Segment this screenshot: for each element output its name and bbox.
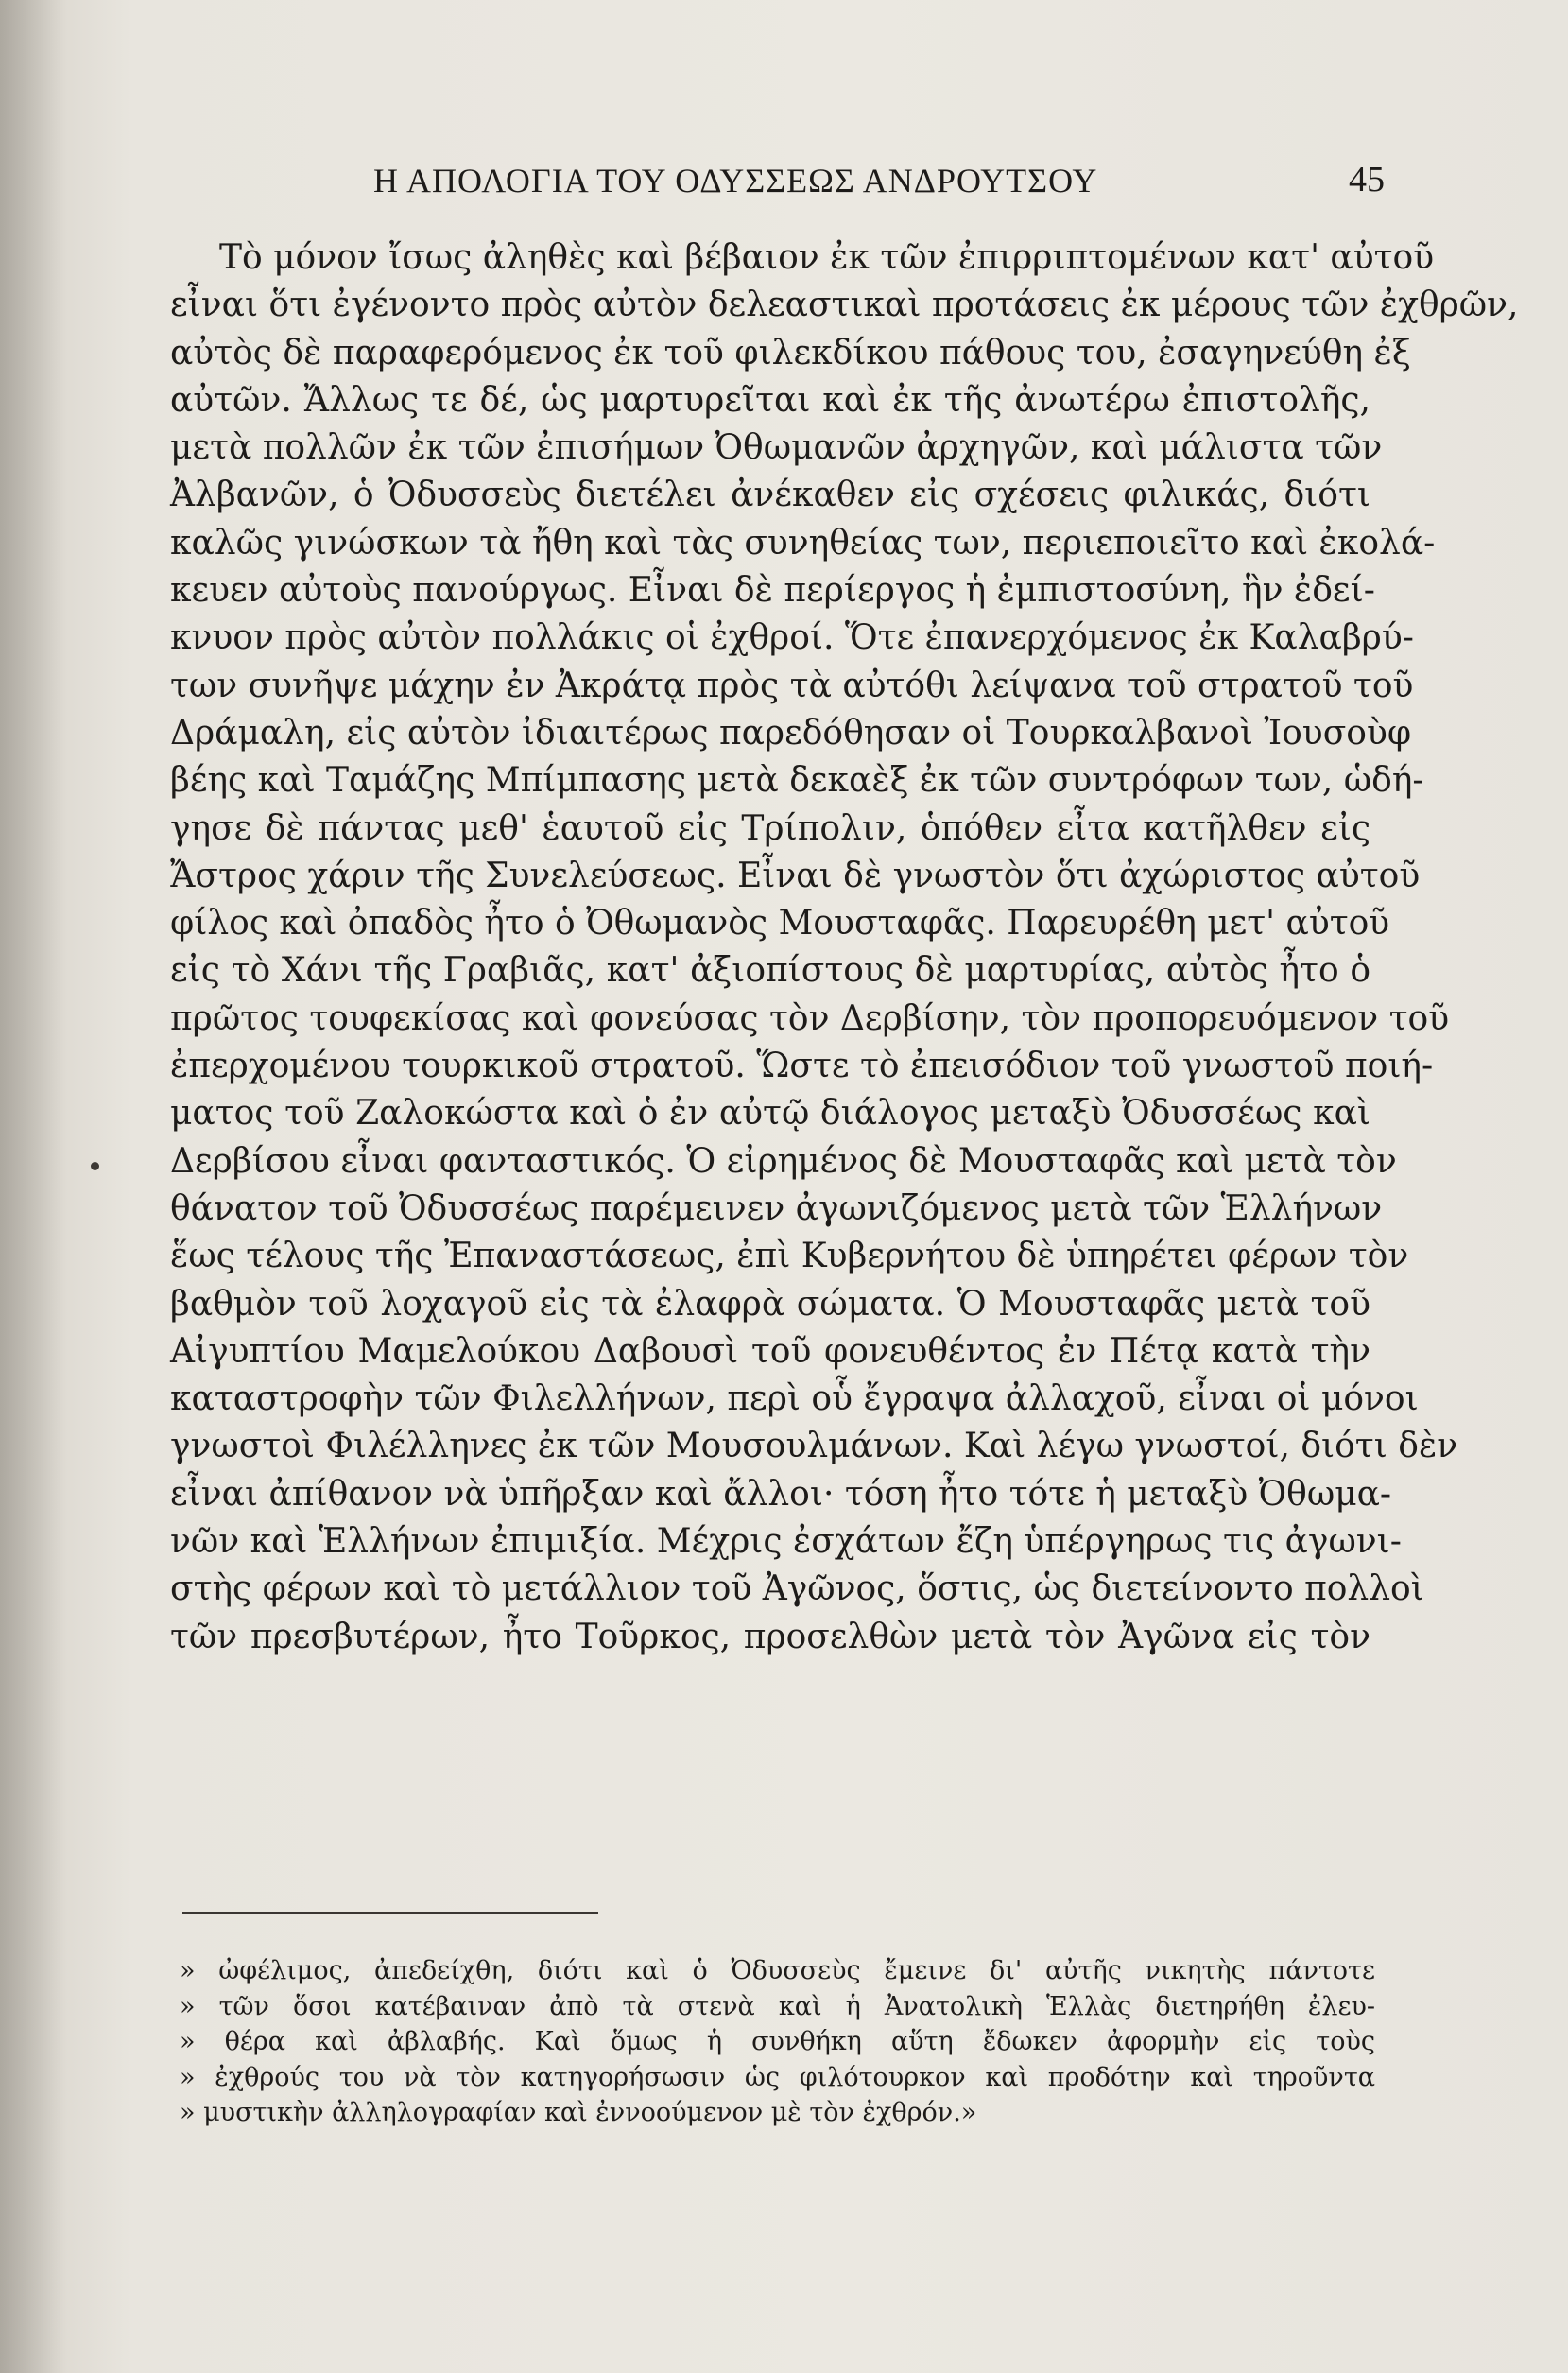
body-line: γησε δὲ πάντας μεθ' ἑαυτοῦ εἰς Τρίπολιν, ὁπόθεν εἶτα κατῆλθεν εἰς (170, 808, 1370, 848)
body-line: βαθμὸν τοῦ λοχαγοῦ εἰς τὰ ἐλαφρὰ σώματα. Ὁ Μουσταφᾶς μετὰ τοῦ (170, 1284, 1370, 1324)
gutter-shadow (0, 0, 66, 2373)
page-number: 45 (1349, 160, 1385, 199)
body-line: κνυον πρὸς αὐτὸν πολλάκις οἱ ἐχθροί. Ὅτε ἐπανερχόμενος ἐκ Καλαβρύ- (170, 618, 1414, 658)
running-head (184, 151, 1385, 208)
body-line: νῶν καὶ Ἑλλήνων ἐπιμιξία. Μέχρις ἐσχάτων ἔζη ὑπέργηρως τις ἀγωνι- (170, 1522, 1402, 1562)
body-line: εἶναι ὅτι ἐγένοντο πρὸς αὐτὸν δελεαστικαὶ προτάσεις ἐκ μέρους τῶν ἐχθρῶν, (170, 286, 1519, 325)
body-line: των συνῆψε μάχην ἐν Ἀκράτᾳ πρὸς τὰ αὐτόθι λείψανα τοῦ στρατοῦ τοῦ (170, 666, 1414, 705)
footnote-line: » θέρα καὶ ἀβλαβής. Καὶ ὅμως ἡ συνθήκη αὕτη ἔδωκεν ἀφορμὴν εἰς τοὺς (180, 2027, 1375, 2057)
body-line: ματος τοῦ Ζαλοκώστα καὶ ὁ ἐν αὐτῷ διάλογος μεταξὺ Ὀδυσσέως καὶ (170, 1094, 1370, 1134)
body-line: αὐτὸς δὲ παραφερόμενος ἐκ τοῦ φιλεκδίκου πάθους του, ἐσαγηνεύθη ἐξ (170, 333, 1411, 372)
footnote-line: » ἐχθρούς του νὰ τὸν κατηγορήσωσιν ὡς φιλότουρκον καὶ προδότην καὶ τηροῦντα (180, 2062, 1375, 2092)
body-line: μετὰ πολλῶν ἐκ τῶν ἐπισήμων Ὀθωμανῶν ἀρχηγῶν, καὶ μάλιστα τῶν (170, 428, 1383, 468)
body-line: στὴς φέρων καὶ τὸ μετάλλιον τοῦ Ἀγῶνος, ὅστις, ὡς διετείνοντο πολλοὶ (170, 1569, 1424, 1609)
body-line: καταστροφὴν τῶν Φιλελλήνων, περὶ οὗ ἔγραψα ἀλλαχοῦ, εἶναι οἱ μόνοι (170, 1379, 1419, 1419)
body-line: εἶναι ἀπίθανον νὰ ὑπῆρξαν καὶ ἄλλοι· τόση ἦτο τότε ἡ μεταξὺ Ὀθωμα- (170, 1474, 1392, 1514)
body-line: τῶν πρεσβυτέρων, ἦτο Τοῦρκος, προσελθὼν μετὰ τὸν Ἀγῶνα εἰς τὸν (170, 1617, 1370, 1656)
body-line: ἐπερχομένου τουρκικοῦ στρατοῦ. Ὥστε τὸ ἐπεισόδιον τοῦ γνωστοῦ ποιή- (170, 1047, 1434, 1086)
body-line: Τὸ μόνον ἴσως ἀληθὲς καὶ βέβαιον ἐκ τῶν ἐπιρριπτομένων κατ' αὐτοῦ (219, 238, 1435, 277)
body-line: Δερβίσου εἶναι φανταστικός. Ὁ εἰρημένος δὲ Μουσταφᾶς καὶ μετὰ τὸν (170, 1141, 1397, 1181)
margin-mark (91, 1162, 99, 1170)
body-line: Ἀλβανῶν, ὁ Ὀδυσσεὺς διετέλει ἀνέκαθεν εἰς σχέσεις φιλικάς, διότι (170, 476, 1370, 515)
footnote-line: » ὠφέλιμος, ἀπεδείχθη, διότι καὶ ὁ Ὀδυσσεὺς ἔμεινε δι' αὐτῆς νικητὴς πάντοτε (180, 1956, 1375, 1985)
body-line: πρῶτος τουφεκίσας καὶ φονεύσας τὸν Δερβίσην, τὸν προπορευόμενον τοῦ (170, 998, 1450, 1038)
footnote-line: » τῶν ὅσοι κατέβαιναν ἀπὸ τὰ στενὰ καὶ ἡ Ἀνατολικὴ Ἑλλὰς διετηρήθη ἐλευ- (180, 1991, 1375, 2021)
body-line: ἕως τέλους τῆς Ἐπαναστάσεως, ἐπὶ Κυβερνήτου δὲ ὑπηρέτει φέρων τὸν (170, 1237, 1409, 1276)
body-text (170, 234, 1519, 1661)
footnotes (180, 1953, 1375, 2131)
footnote-line: » μυστικὴν ἀλληλογραφίαν καὶ ἐννοούμενον μὲ τὸν ἐχθρόν.» (180, 2098, 977, 2128)
body-line: καλῶς γινώσκων τὰ ἤθη καὶ τὰς συνηθείας των, περιεποιεῖτο καὶ ἐκολά- (170, 523, 1436, 563)
body-line: κευεν αὐτοὺς πανούργως. Εἶναι δὲ περίεργος ἡ ἐμπιστοσύνη, ἣν ἐδεί- (170, 571, 1375, 611)
body-line: φίλος καὶ ὀπαδὸς ἦτο ὁ Ὀθωμανὸς Μουσταφᾶς. Παρευρέθη μετ' αὐτοῦ (170, 904, 1390, 944)
body-line: Ἄστρος χάριν τῆς Συνελεύσεως. Εἶναι δὲ γνωστὸν ὅτι ἀχώριστος αὐτοῦ (170, 856, 1421, 895)
body-line: βέης καὶ Ταμάζης Μπίμπασης μετὰ δεκαὲξ ἐκ τῶν συντρόφων των, ὡδή- (170, 761, 1424, 801)
body-line: εἰς τὸ Χάνι τῆς Γραβιᾶς, κατ' ἀξιοπίστους δὲ μαρτυρίας, αὐτὸς ἦτο ὁ (170, 951, 1370, 991)
body-line: Αἰγυπτίου Μαμελούκου Δαβουσὶ τοῦ φονευθέντος ἐν Πέτᾳ κατὰ τὴν (170, 1331, 1370, 1371)
body-line: θάνατον τοῦ Ὀδυσσέως παρέμεινεν ἀγωνιζόμενος μετὰ τῶν Ἑλλήνων (170, 1188, 1383, 1228)
running-head-title: Η ΑΠΟΛΟΓΙΑ ΤΟΥ ΟΔΥΣΣΕΩΣ ΑΝΔΡΟΥΤΣΟΥ (373, 162, 1098, 199)
body-line: αὐτῶν. Ἄλλως τε δέ, ὡς μαρτυρεῖται καὶ ἐκ τῆς ἀνωτέρω ἐπιστολῆς, (170, 380, 1370, 420)
footnote-rule (182, 1912, 598, 1914)
body-line: Δράμαλη, εἰς αὐτὸν ἰδιαιτέρως παρεδόθησαν οἱ Τουρκαλβανοὶ Ἰουσοὺφ (170, 713, 1412, 753)
body-line: γνωστοὶ Φιλέλληνες ἐκ τῶν Μουσουλμάνων. Καὶ λέγω γνωστοί, διότι δὲν (170, 1427, 1458, 1466)
